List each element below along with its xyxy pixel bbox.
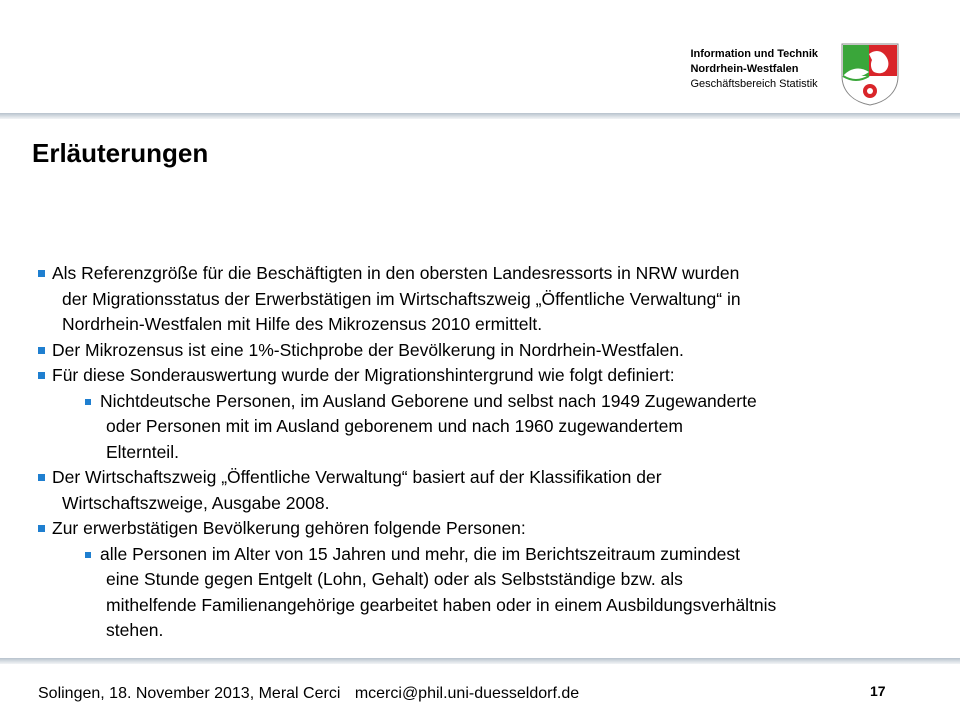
org-name-line2: Nordrhein-Westfalen [690,63,799,75]
footer [38,685,579,703]
page-number: 17 [870,683,886,699]
list-item [38,338,938,364]
footer-text: Solingen, 18. November 2013, Meral Cerci [38,685,341,702]
list-item-line: der Migrationsstatus der Erwerbstätigen im Wirtschaftszweig „Öffentliche Verwaltung“ in [62,288,741,309]
organization-header [690,47,818,92]
list-item-line: Zur erwerbstätigen Bevölkerung gehören folgende Personen: [52,518,526,538]
list-item-line: Der Wirtschaftszweig „Öffentliche Verwaltung“ basiert auf der Klassifikation der [52,467,662,487]
square-bullet-icon [85,399,91,405]
list-item [38,465,938,516]
footer-divider [0,658,960,664]
list-item-line: Nichtdeutsche Personen, im Ausland Geborene und selbst nach 1949 Zugewanderte [100,390,757,411]
list-item-line: Als Referenzgröße für die Beschäftigten in den obersten Landesressorts in NRW wurden [52,263,740,283]
list-item-line: eine Stunde gegen Entgelt (Lohn, Gehalt) oder als Selbstständige bzw. als [106,569,683,589]
footer-email: mcerci@phil.uni-duesseldorf.de [354,685,580,702]
list-item-line: Für diese Sonderauswertung wurde der Migrationshintergrund wie folgt definiert: [52,365,675,385]
list-item-line: Der Mikrozensus ist eine 1%-Stichprobe der Bevölkerung in Nordrhein-Westfalen. [52,339,684,360]
list-item-line: Elternteil. [106,441,179,462]
list-item-line: alle Personen im Alter von 15 Jahren und mehr, die im Berichtszeitraum zumindest [100,543,741,564]
header-divider [0,113,960,119]
square-bullet-icon [85,552,91,558]
list-item [38,542,938,644]
org-name-line3: Geschäftsbereich Statistik [690,78,818,90]
list-item [38,516,938,542]
list-item-line: mithelfende Familienangehörige gearbeitet haben oder in einem Ausbildungsverhältnis [106,594,777,615]
list-item [38,389,938,466]
list-item [38,363,938,389]
list-item-line: Wirtschaftszweige, Ausgabe 2008. [62,492,330,513]
page-title: Erläuterungen [32,138,209,168]
square-bullet-icon [38,525,45,532]
list-item-line: Nordrhein-Westfalen mit Hilfe des Mikrozensus 2010 ermittelt. [62,314,543,334]
list-item [38,261,938,338]
square-bullet-icon [38,474,45,481]
list-item-line: stehen. [106,620,164,640]
square-bullet-icon [38,372,45,379]
org-name-line1: Information und Technik [690,48,818,60]
square-bullet-icon [38,347,45,354]
square-bullet-icon [38,270,45,277]
nrw-coat-of-arms-icon [840,42,900,106]
list-item-line: oder Personen mit im Ausland geborenem und nach 1960 zugewandertem [106,416,683,436]
explanation-list [38,261,938,644]
